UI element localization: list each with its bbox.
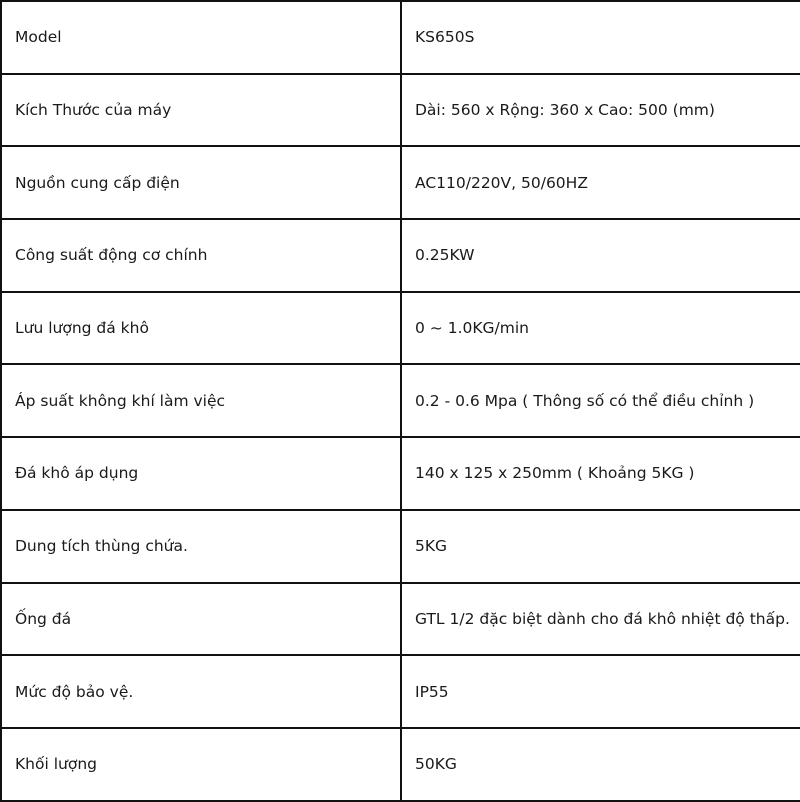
table-row [1,728,800,801]
spec-label: Công suất động cơ chính [1,219,401,292]
table-row [1,437,800,510]
spec-label: Lưu lượng đá khô [1,292,401,365]
spec-table-body [1,1,800,801]
spec-label: Đá khô áp dụng [1,437,401,510]
table-row [1,510,800,583]
spec-label: Mức độ bảo vệ. [1,655,401,728]
spec-value: 0 ~ 1.0KG/min [401,292,800,365]
spec-value: AC110/220V, 50/60HZ [401,146,800,219]
table-row [1,292,800,365]
spec-label: Khối lượng [1,728,401,801]
spec-label: Model [1,1,401,74]
spec-value: 5KG [401,510,800,583]
spec-value: IP55 [401,655,800,728]
table-row [1,583,800,656]
spec-label: Áp suất không khí làm việc [1,364,401,437]
table-row [1,655,800,728]
spec-label: Kích Thước của máy [1,74,401,147]
spec-value: 50KG [401,728,800,801]
spec-label: Dung tích thùng chứa. [1,510,401,583]
spec-value: Dài: 560 x Rộng: 360 x Cao: 500 (mm) [401,74,800,147]
table-row [1,1,800,74]
spec-label: Nguồn cung cấp điện [1,146,401,219]
spec-value: 140 x 125 x 250mm ( Khoảng 5KG ) [401,437,800,510]
table-row [1,146,800,219]
spec-value: 0.25KW [401,219,800,292]
table-row [1,364,800,437]
spec-value: KS650S [401,1,800,74]
spec-value: GTL 1/2 đặc biệt dành cho đá khô nhiệt độ thấp. [401,583,800,656]
spec-label: Ống đá [1,583,401,656]
table-row [1,74,800,147]
table-row [1,219,800,292]
spec-value: 0.2 - 0.6 Mpa ( Thông số có thể điều chỉnh ) [401,364,800,437]
